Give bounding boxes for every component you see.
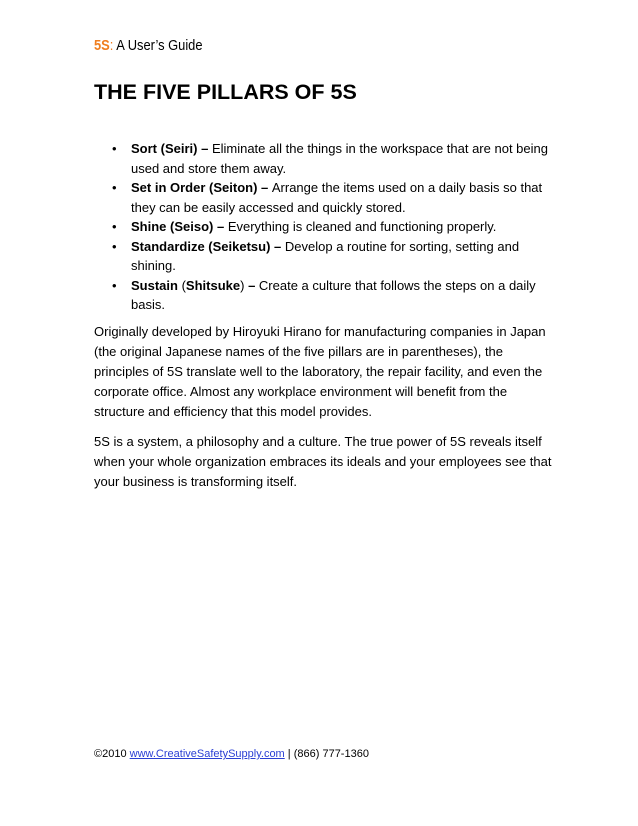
- header-subtitle: A User’s Guide: [113, 37, 203, 54]
- list-item: [112, 276, 552, 315]
- list-item: [112, 178, 552, 217]
- pillar-term: Standardize (Seiketsu): [131, 238, 271, 254]
- pillar-dash: –: [197, 141, 212, 156]
- pillar-term: Sort (Seiri): [131, 141, 198, 156]
- body-paragraph-origin: Originally developed by Hiroyuki Hirano for manufacturing companies in Japan (the original Japanese names of the five pillars are in parentheses), the principles of 5S translate well to the laboratory, the repair facility, and even the corporate office. Almost any workplace environment will benefit from the structure and efficiency that this model provides.: [94, 324, 546, 419]
- list-item: [112, 217, 552, 237]
- pillar-term: Sustain: [131, 277, 178, 293]
- bullet-icon: •: [112, 277, 117, 293]
- header-separator: :: [109, 37, 114, 54]
- list-item: [112, 237, 552, 276]
- pillar-term: Shine (Seiso): [131, 219, 214, 234]
- bullet-icon: •: [112, 238, 117, 254]
- list-item: [112, 139, 552, 178]
- page-footer: [94, 748, 369, 760]
- pillar-description: Develop a routine for sorting, setting and shining.: [131, 238, 520, 273]
- pillar-term: Set in Order (Seiton): [131, 180, 258, 195]
- bullet-icon: •: [112, 219, 117, 234]
- bullet-icon: •: [112, 141, 117, 156]
- header-brand: 5S: [94, 37, 110, 54]
- footer-website-link[interactable]: www.CreativeSafetySupply.com: [129, 748, 285, 760]
- running-header: [94, 37, 203, 54]
- pillar-dash: –: [257, 180, 272, 195]
- pillars-list: [112, 139, 552, 315]
- pillar-description: Everything is cleaned and functioning properly.: [227, 219, 497, 234]
- page-title: THE FIVE PILLARS OF 5S: [94, 80, 357, 104]
- pillar-dash: –: [213, 219, 228, 234]
- pillar-description: Eliminate all the things in the workspace that are not being used and store them away.: [131, 141, 548, 176]
- pillar-description: Arrange the items used on a daily basis so that they can be easily accessed and quickly stored.: [131, 180, 543, 215]
- footer-copyright: ©2010: [94, 748, 130, 760]
- footer-divider: |: [284, 748, 294, 760]
- pillar-paren-open: (: [177, 277, 186, 293]
- pillar-dash: –: [270, 238, 285, 254]
- pillar-description: Create a culture that follows the steps on a daily basis.: [131, 277, 536, 312]
- body-paragraph-philosophy: 5S is a system, a philosophy and a culture. The true power of 5S reveals itself when your whole organization embraces its ideals and your employees see that your business is transforming itself.: [94, 434, 552, 489]
- pillar-term-japanese: Shitsuke: [185, 277, 241, 293]
- footer-phone: (866) 777-1360: [293, 748, 369, 760]
- bullet-icon: •: [112, 180, 117, 195]
- pillar-dash: –: [244, 277, 259, 293]
- pillar-paren-close: ): [240, 277, 245, 293]
